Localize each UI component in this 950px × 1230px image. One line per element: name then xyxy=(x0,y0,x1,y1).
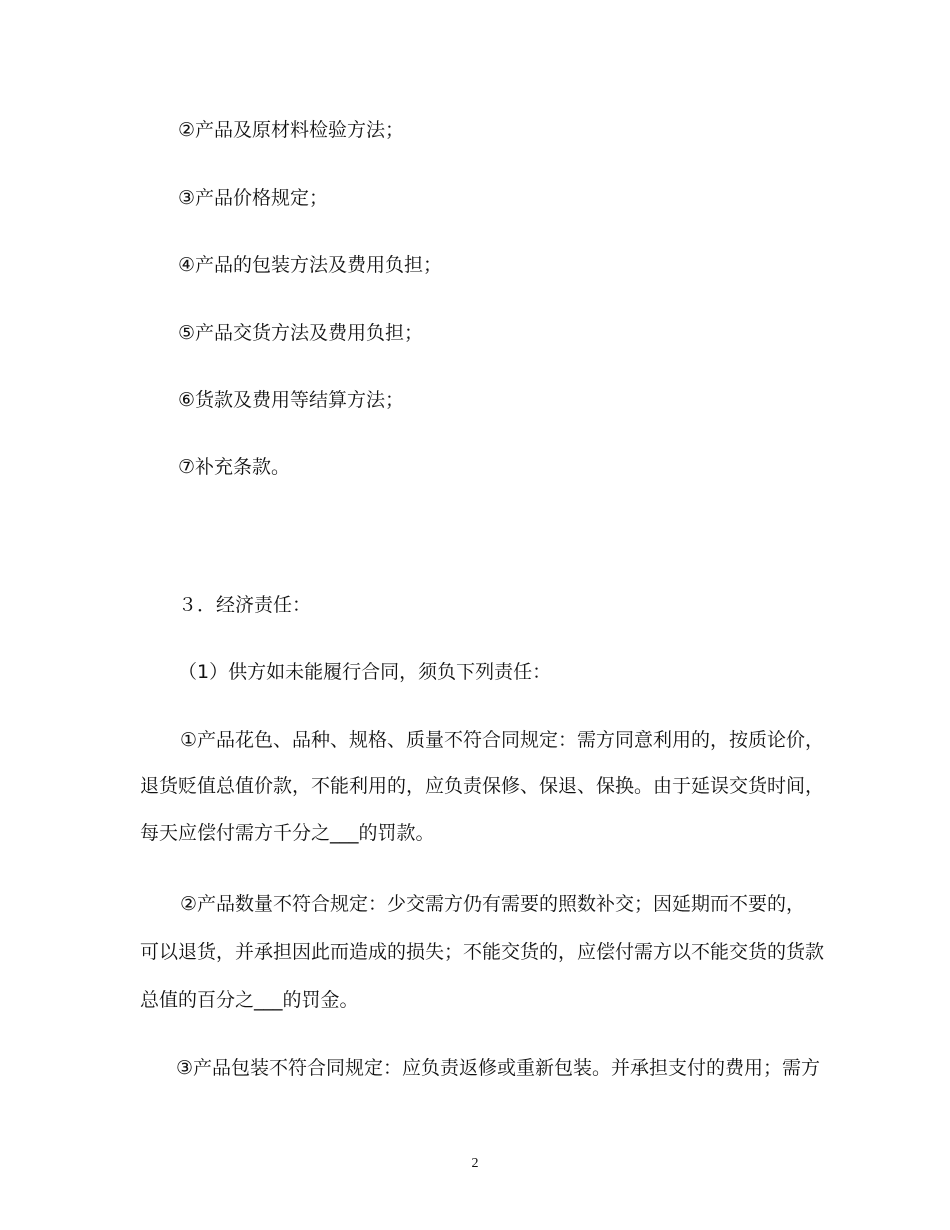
paragraph-line: ①产品花色、品种、规格、质量不符合同规定：需方同意利用的，按质论价， xyxy=(180,729,825,751)
section-heading: ３．经济责任： xyxy=(178,594,312,616)
paragraph-line: 退货贬值总值价款，不能利用的，应负责保修、保退、保换。由于延误交货时间， xyxy=(140,775,825,797)
paragraph-line: 可以退货，并承担因此而造成的损失；不能交货的，应偿付需方以不能交货的货款 xyxy=(140,941,825,963)
paragraph-line: 每天应偿付需方千分之___的罚款。 xyxy=(140,822,435,844)
subsection-heading: （1）供方如未能履行合同，须负下列责任： xyxy=(178,661,552,683)
page-number: 2 xyxy=(471,1156,479,1171)
list-item: ⑤产品交货方法及费用负担； xyxy=(178,322,424,344)
list-item: ⑥货款及费用等结算方法； xyxy=(178,389,405,411)
paragraph-line: ②产品数量不符合规定：少交需方仍有需要的照数补交；因延期而不要的， xyxy=(180,893,806,915)
paragraph-line: ③产品包装不符合同规定：应负责返修或重新包装。并承担支付的费用；需方 xyxy=(176,1057,821,1079)
list-item: ③产品价格规定； xyxy=(178,187,329,209)
list-item: ⑦补充条款。 xyxy=(178,456,291,478)
list-item: ④产品的包装方法及费用负担； xyxy=(178,254,443,276)
list-item: ②产品及原材料检验方法； xyxy=(178,119,405,141)
paragraph-line: 总值的百分之___的罚金。 xyxy=(140,989,359,1011)
